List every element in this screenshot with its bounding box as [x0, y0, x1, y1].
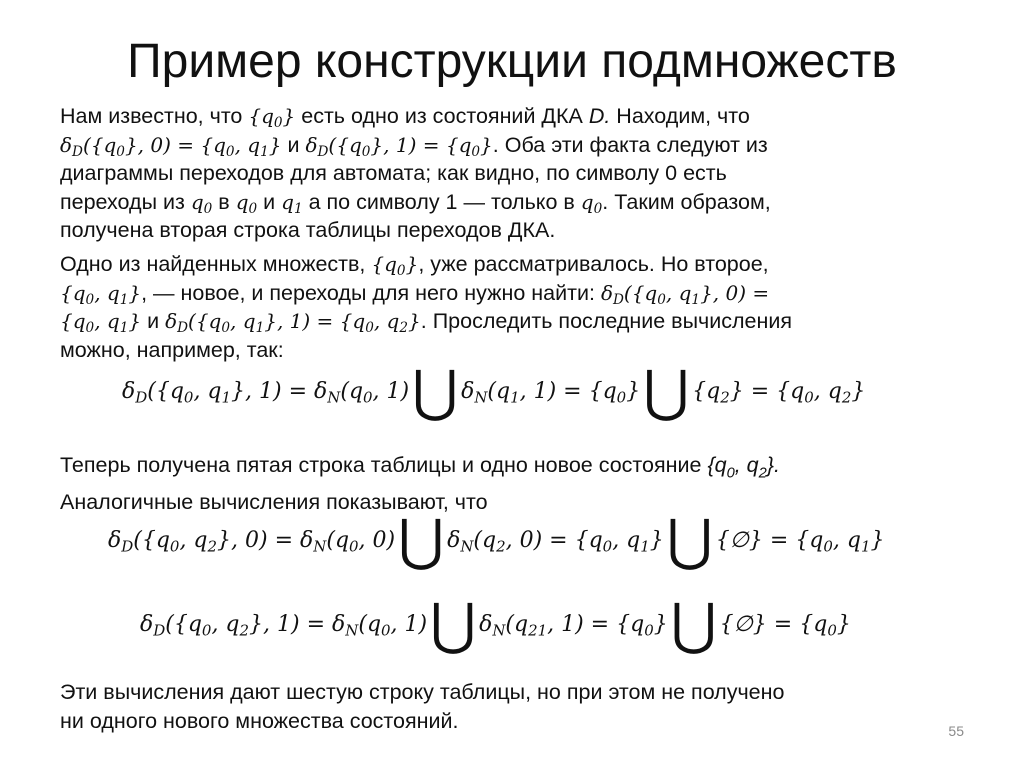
- paragraph-1-line-2: [60, 131, 940, 160]
- text-fragment: Находим, что: [610, 104, 750, 128]
- paragraph-4-line-1: Эти вычисления дают шестую строку таблицы, но при этом не получено: [60, 680, 785, 704]
- math-set-q0: $\{q_0\}$: [248, 104, 296, 132]
- math-q0: $q_0$: [235, 189, 258, 217]
- text-fragment: переходы из: [60, 189, 191, 214]
- paragraph-2-line-1: [60, 250, 940, 279]
- paragraph-1-line-4: [60, 188, 940, 217]
- paragraph-1-line-3: диаграммы переходов для автомата; как видно, по символу 0 есть: [60, 161, 727, 185]
- math-delta-expression: $\delta_D(\{q_0\}$, $0) = \{q_0$, $q_1$}: [60, 132, 282, 160]
- text-fragment: , q: [734, 453, 759, 477]
- slide-title: Пример конструкции подмножеств: [127, 35, 897, 88]
- text-fragment: и: [257, 189, 282, 214]
- math-q1: $q_1$: [281, 189, 303, 217]
- text-fragment: Нам известно, что: [60, 104, 249, 128]
- paragraph-3-line-2: Аналогичные вычисления показывают, что: [60, 489, 488, 514]
- math-delta-expression: $\delta_D(\{q_0\}$, $1) = \{q_0\}$: [305, 132, 493, 160]
- formula-3: $\delta_D(\{q_0$, $q_2$}, $1) = \delta_N(q_0$, 1)⋃ $\delta_N(q_{21}$, $1) = \{q_0\}⋃$ {∅} = $\{q_0\}$: [140, 592, 851, 658]
- new-state-label: {$q_0$, $q_2$}.: [707, 453, 780, 482]
- paragraph-3-line-1: [60, 451, 940, 488]
- formula-2: $\delta_D(\{q_0$, $q_2$}, $0) = \delta_N(q_0$, 0)⋃ $\delta_N(q_2$, $0) = \{q_0$, $q_1\}⋃$ {∅} = {$q_0$, $q_1$}: [108, 508, 885, 574]
- paragraph-1-line-5: получена вторая строка таблицы переходов ДКА.: [60, 218, 556, 242]
- paragraph-2-line-3: [60, 307, 940, 336]
- text-fragment: есть одно из состояний ДКА: [295, 104, 589, 128]
- page-number: 55: [948, 723, 964, 739]
- text-fragment: , — новое, и переходы для него нужно найти:: [141, 280, 601, 305]
- text-fragment: и: [281, 132, 306, 157]
- paragraph-2: [60, 250, 940, 364]
- paragraph-4-line-2: ни одного нового множества состояний.: [60, 708, 459, 733]
- formula-1: $\delta_D(\{q_0$, $q_1$}, $1) = \delta_N(q_0$, 1)⋃ $\delta_N(q_1$, $1) = \{q_0\}⋃$ $\{q_2\} = \{q_0$, $q_2$}: [122, 359, 866, 425]
- math-delta-expression: $\delta_D(\{q_0$, $q_1$}, $1) = \{q_0$, $q_2$}: [165, 309, 421, 337]
- math-q0: $q_0$: [190, 189, 213, 217]
- text-fragment: D.: [588, 104, 611, 128]
- text-fragment: . Оба эти факта следуют из: [492, 132, 768, 157]
- text-fragment: {q: [707, 453, 727, 477]
- math-delta-expression: $\delta_D(\{q_0$, $q_1$}, 0) =: [600, 280, 770, 308]
- paragraph-3: [60, 451, 940, 516]
- text-fragment: Одно из найденных множеств,: [60, 252, 372, 276]
- text-fragment: . Таким образом,: [602, 189, 771, 214]
- text-fragment: }.: [766, 453, 780, 477]
- paragraph-1-line-1: [60, 102, 940, 131]
- paragraph-2-line-2: [60, 279, 940, 308]
- paragraph-1: [60, 102, 940, 245]
- math-set-q0-q1: {$q_0$, $q_1$}: [60, 280, 142, 308]
- text-fragment: Теперь получена пятая строка таблицы и одно новое состояние: [60, 453, 708, 477]
- text-fragment: а по символу 1 — только в: [302, 189, 581, 214]
- text-fragment: , уже рассматривалось. Но второе,: [418, 252, 769, 276]
- paragraph-4: [60, 678, 940, 735]
- math-set-q0: $\{q_0\}$: [371, 252, 419, 280]
- math-q0: $q_0$: [580, 189, 603, 217]
- text-fragment: и: [141, 309, 166, 333]
- paragraph-2-line-4: можно, например, так:: [60, 337, 284, 362]
- math-set-q0-q1: {$q_0$, $q_1$}: [60, 309, 142, 337]
- text-fragment: . Проследить последние вычисления: [420, 309, 793, 333]
- text-fragment: в: [212, 189, 236, 214]
